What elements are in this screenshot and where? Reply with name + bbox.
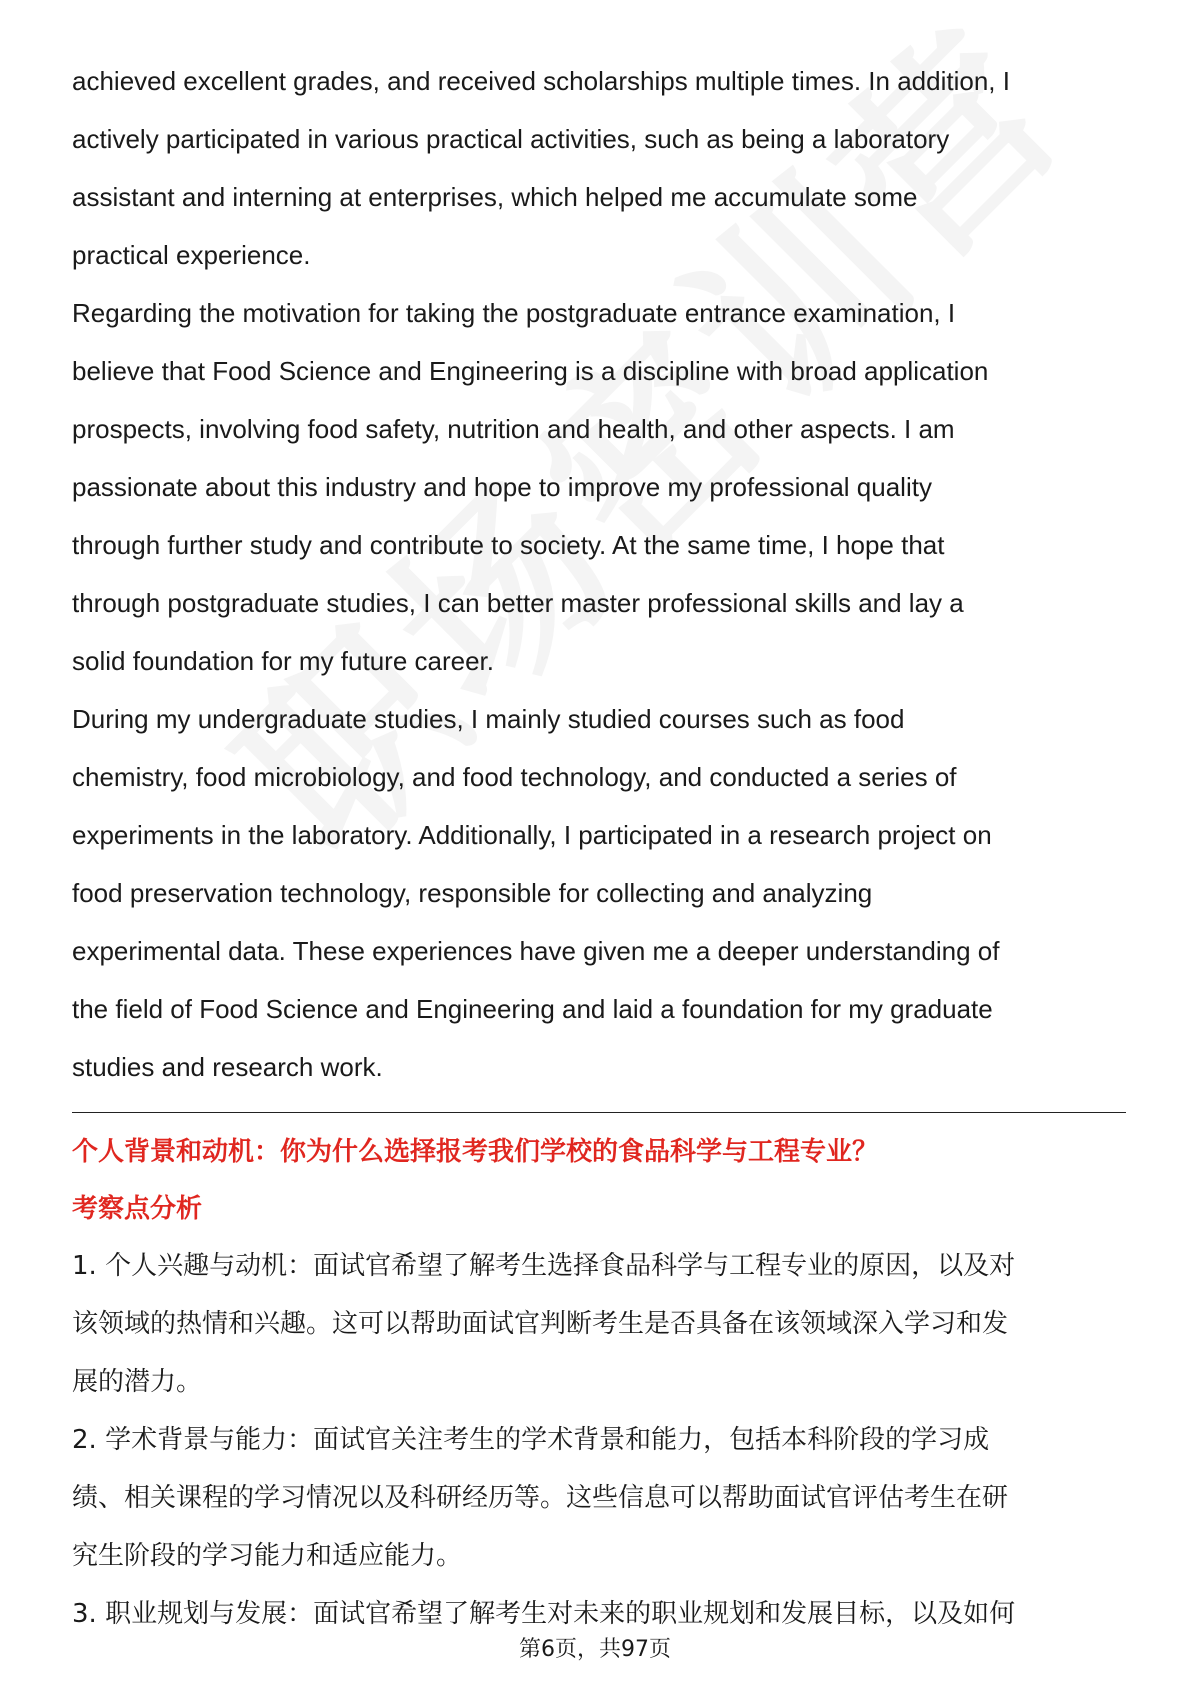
text-line: Regarding the motivation for taking the postgraduate entrance examination, I <box>72 298 956 328</box>
document-page <box>72 52 1132 1643</box>
analysis-line: 展的潜力。 <box>72 1367 203 1397</box>
text-line: studies and research work. <box>72 1052 383 1082</box>
text-line: During my undergraduate studies, I mainly studied courses such as food <box>72 704 905 734</box>
analysis-list <box>72 1237 1132 1643</box>
text-line: food preservation technology, responsible for collecting and analyzing <box>72 878 873 908</box>
text-line: passionate about this industry and hope to improve my professional quality <box>72 472 932 502</box>
text-line: believe that Food Science and Engineering is a discipline with broad application <box>72 356 989 386</box>
text-line: chemistry, food microbiology, and food technology, and conducted a series of <box>72 762 957 792</box>
text-line: achieved excellent grades, and received scholarships multiple times. In addition, I <box>72 66 1010 96</box>
analysis-line: 绩、相关课程的学习情况以及科研经历等。这些信息可以帮助面试官评估考生在研 <box>72 1483 1009 1513</box>
text-line: assistant and interning at enterprises, which helped me accumulate some <box>72 182 918 212</box>
analysis-line: 2. 学术背景与能力：面试官关注考生的学术背景和能力，包括本科阶段的学习成 <box>72 1425 990 1455</box>
text-line: prospects, involving food safety, nutrition and health, and other aspects. I am <box>72 414 955 444</box>
text-line: practical experience. <box>72 240 311 270</box>
analysis-heading: 考察点分析 <box>72 1194 203 1224</box>
text-line: experimental data. These experiences have given me a deeper understanding of <box>72 936 1000 966</box>
text-line: actively participated in various practical activities, such as being a laboratory <box>72 124 950 154</box>
section-divider <box>72 1112 1126 1113</box>
text-line: through further study and contribute to society. At the same time, I hope that <box>72 530 945 560</box>
analysis-line: 该领域的热情和兴趣。这可以帮助面试官判断考生是否具备在该领域深入学习和发 <box>72 1309 1009 1339</box>
text-line: through postgraduate studies, I can better master professional skills and lay a <box>72 588 964 618</box>
page-number-footer: 第6页，共97页 <box>519 1637 671 1662</box>
text-line: solid foundation for my future career. <box>72 646 495 676</box>
analysis-line: 1. 个人兴趣与动机：面试官希望了解考生选择食品科学与工程专业的原因，以及对 <box>72 1251 1016 1281</box>
analysis-line: 究生阶段的学习能力和适应能力。 <box>72 1541 463 1571</box>
text-line: experiments in the laboratory. Additionally, I participated in a research project on <box>72 820 992 850</box>
analysis-line: 3. 职业规划与发展：面试官希望了解考生对未来的职业规划和发展目标，以及如何 <box>72 1599 1016 1629</box>
text-line: the field of Food Science and Engineering and laid a foundation for my graduate <box>72 994 993 1024</box>
question-heading: 个人背景和动机：你为什么选择报考我们学校的食品科学与工程专业？ <box>72 1137 879 1167</box>
english-answer-text <box>72 52 1132 1096</box>
